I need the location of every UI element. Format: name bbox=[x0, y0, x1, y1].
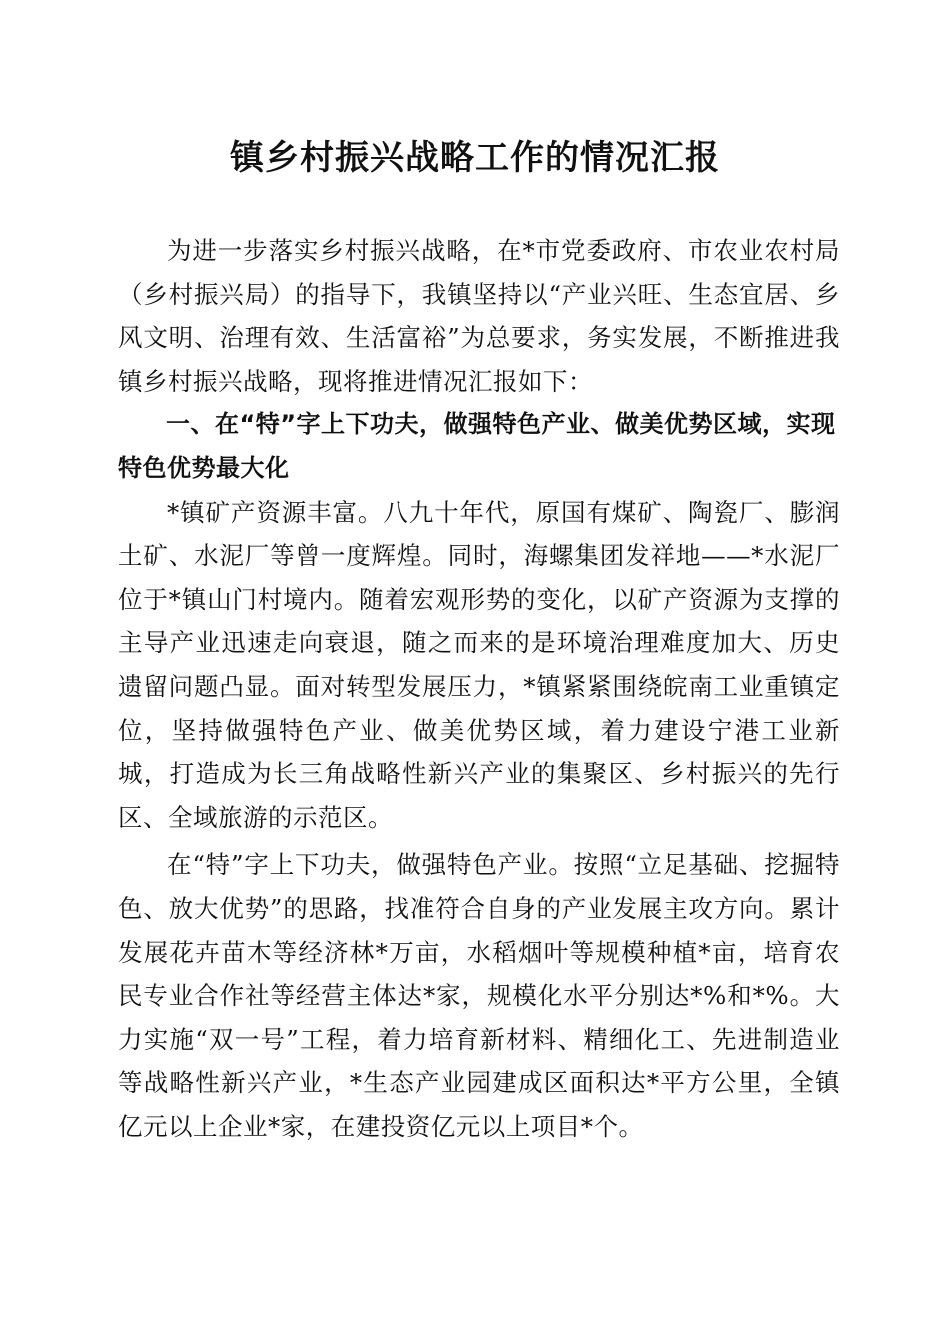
intro-paragraph: 为进一步落实乡村振兴战略，在*市党委政府、市农业农村局（乡村振兴局）的指导下，我镇坚持以“产业兴旺、生态宜居、乡风文明、治理有效、生活富裕”为总要求，务实发展，不断推进我镇乡村振兴战略，现将推进情况汇报如下： bbox=[118, 236, 840, 396]
section-1-paragraph-1: *镇矿产资源丰富。八九十年代，原国有煤矿、陶瓷厂、膨润土矿、水泥厂等曾一度辉煌。同时，海螺集团发祥地——*水泥厂位于*镇山门村境内。随着宏观形势的变化，以矿产资源为支撑的主导产业迅速走向衰退，随之而来的是环境治理难度加大、历史遗留问题凸显。面对转型发展压力，*镇紧紧围绕皖南工业重镇定位，坚持做强特色产业、做美优势区域，着力建设宁港工业新城，打造成为长三角战略性新兴产业的集聚区、乡村振兴的先行区、全域旅游的示范区。 bbox=[118, 497, 840, 832]
document-body bbox=[118, 229, 840, 1148]
section-1-paragraph-2: 在“特”字上下功夫，做强特色产业。按照“立足基础、挖掘特色、放大优势”的思路，找准符合自身的产业发展主攻方向。累计发展花卉苗木等经济林*万亩，水稻烟叶等规模种植*亩，培育农民专业合作社等经营主体达*家，规模化水平分别达*%和*%。大力实施“双一号”工程，着力培育新材料、精细化工、先进制造业等战略性新兴产业，*生态产业园建成区面积达*平方公里，全镇亿元以上企业*家，在建投资亿元以上项目*个。 bbox=[118, 850, 840, 1141]
document-title: 镇乡村振兴战略工作的情况汇报 bbox=[230, 138, 720, 178]
section-heading-1: 一、在“特”字上下功夫，做强特色产业、做美优势区域，实现特色优势最大化 bbox=[118, 410, 836, 482]
